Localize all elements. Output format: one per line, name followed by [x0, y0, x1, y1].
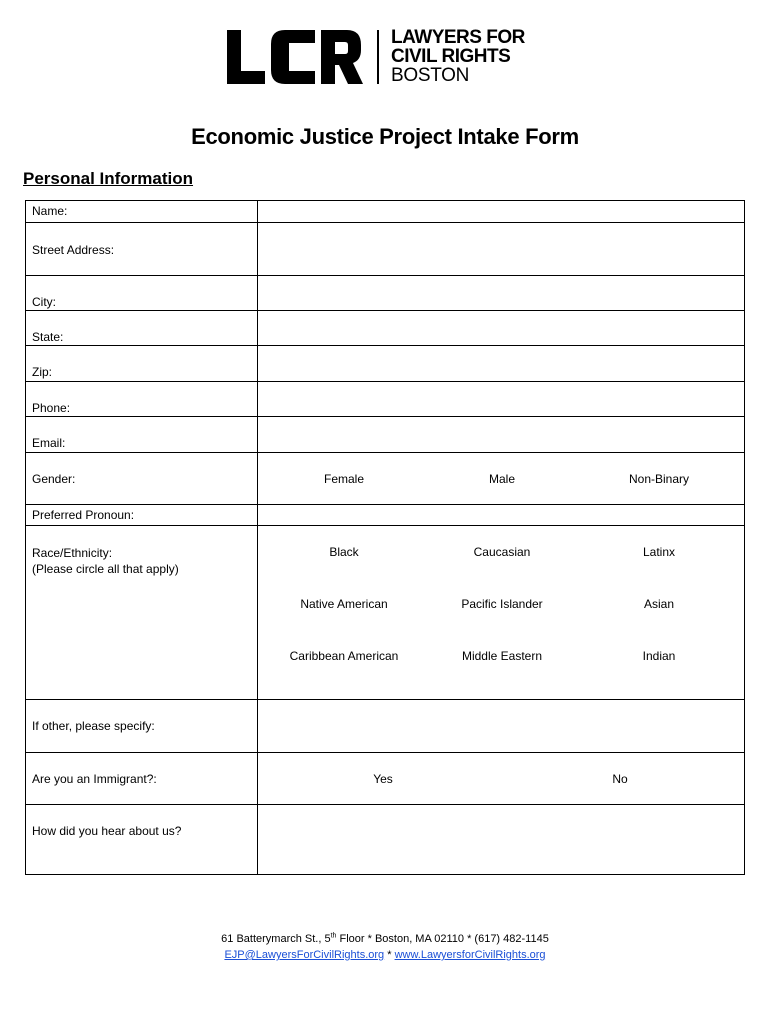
race-option-caribbean-american[interactable]: Caribbean American — [289, 649, 399, 663]
how-heard-label: How did you hear about us? — [32, 824, 182, 838]
row-gender — [26, 453, 744, 505]
race-option-pacific-islander[interactable]: Pacific Islander — [461, 597, 543, 611]
footer — [0, 931, 770, 963]
row-immigrant — [26, 753, 744, 805]
zip-label: Zip: — [32, 365, 53, 379]
gender-option-female[interactable]: Female — [323, 472, 364, 486]
race-option-native-american[interactable]: Native American — [300, 597, 388, 611]
race-option-indian[interactable]: Indian — [642, 649, 676, 663]
footer-address-sup: th — [330, 932, 337, 940]
lcr-logo — [227, 28, 547, 86]
logo-line-3: BOSTON — [391, 65, 470, 86]
row-race-ethnicity — [26, 526, 744, 700]
race-note-text: (Please circle all that apply) — [32, 562, 179, 576]
row-name — [26, 201, 744, 223]
row-city — [26, 276, 744, 311]
race-option-latinx[interactable]: Latinx — [642, 545, 676, 559]
race-label-text: Race/Ethnicity: — [32, 546, 113, 560]
footer-address — [0, 931, 770, 947]
race-label — [32, 545, 179, 577]
footer-links — [0, 947, 770, 963]
footer-website-link[interactable]: www.LawyersforCivilRights.org — [394, 949, 546, 961]
footer-separator: * — [384, 949, 395, 961]
row-street-address — [26, 223, 744, 276]
row-how-heard — [26, 805, 744, 874]
gender-option-male[interactable]: Male — [488, 472, 515, 486]
immigrant-option-no[interactable]: No — [612, 772, 628, 786]
race-option-asian[interactable]: Asian — [643, 597, 675, 611]
city-label: City: — [32, 295, 56, 309]
footer-address-end: Floor * Boston, MA 02110 * (617) 482-1145 — [336, 933, 549, 945]
race-option-caucasian[interactable]: Caucasian — [473, 545, 531, 559]
row-other-specify — [26, 700, 744, 753]
race-option-middle-eastern[interactable]: Middle Eastern — [461, 649, 543, 663]
row-phone — [26, 382, 744, 417]
row-pronoun — [26, 505, 744, 526]
race-option-black[interactable]: Black — [329, 545, 359, 559]
row-email — [26, 417, 744, 453]
logo-line-1: LAWYERS FOR — [391, 27, 525, 48]
immigrant-option-yes[interactable]: Yes — [373, 772, 393, 786]
logo-divider — [377, 30, 379, 84]
logo-line-2: CIVIL RIGHTS — [391, 46, 511, 67]
intake-form-table — [25, 200, 745, 875]
footer-email-link[interactable]: EJP@LawyersForCivilRights.org — [224, 949, 385, 961]
row-state — [26, 311, 744, 346]
logo-wordmark — [391, 28, 525, 85]
phone-label: Phone: — [32, 401, 71, 415]
street-address-label: Street Address: — [32, 243, 115, 257]
gender-label: Gender: — [32, 472, 76, 486]
section-heading-personal-info: Personal Information — [23, 169, 194, 188]
immigrant-label: Are you an Immigrant?: — [32, 772, 157, 786]
gender-option-non-binary[interactable]: Non-Binary — [628, 472, 690, 486]
footer-address-start: 61 Batterymarch St., 5 — [221, 933, 331, 945]
state-label: State: — [32, 330, 64, 344]
name-label: Name: — [32, 204, 68, 218]
row-zip — [26, 346, 744, 382]
other-specify-label: If other, please specify: — [32, 719, 155, 733]
email-label: Email: — [32, 436, 66, 450]
form-title: Economic Justice Project Intake Form — [191, 124, 579, 149]
lcr-logo-mark — [227, 30, 363, 84]
pronoun-label: Preferred Pronoun: — [32, 508, 135, 522]
